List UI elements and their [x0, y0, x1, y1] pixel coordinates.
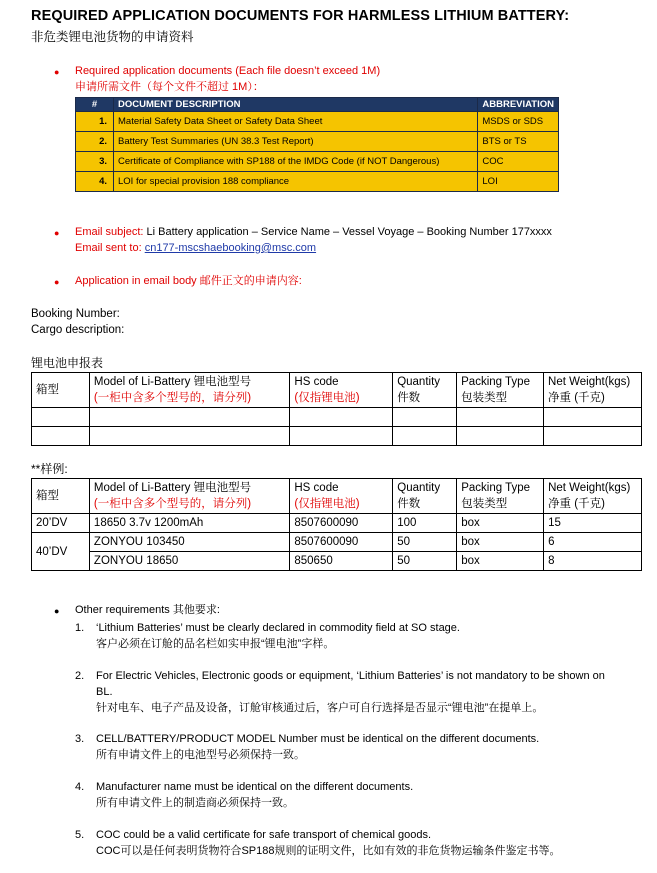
table-row [76, 132, 559, 152]
header-model: Model of Li-Battery 锂电池型号 (一柜中含多个型号的，请分列) [89, 373, 290, 408]
table-cell[interactable] [544, 427, 642, 446]
bullet-icon: ● [54, 228, 60, 238]
cell-model: 18650 3.7v 1200mAh [89, 514, 289, 533]
table-header-row [32, 479, 642, 514]
cell-model: ZONYOU 18650 [89, 552, 289, 571]
doc-description: Material Safety Data Sheet or Safety Data Sheet [114, 112, 478, 132]
requirement-item: For Electric Vehicles, Electronic goods or equipment, ‘Lithium Batteries’ is not mandatory to be shown on BL. 针对电车、电子产品及设备，订舱审核通过后，客户可自行选择是否显示“锂电池”在提单上。 [96, 670, 605, 714]
cell-net-weight: 15 [544, 514, 642, 533]
doc-abbreviation: COC [478, 152, 559, 172]
docs-heading-zh: 申请所需文件（每个文件不超过 1M）： [75, 81, 264, 93]
page-subtitle: 非危类锂电池货物的申请资料 [31, 30, 194, 44]
header-container: 箱型 [32, 479, 90, 514]
cell-quantity: 50 [393, 533, 457, 552]
cell-hs-code: 8507600090 [290, 514, 393, 533]
email-address-link[interactable]: cn177-mscshaebooking@msc.com [144, 242, 317, 254]
cell-packing-type: box [457, 533, 544, 552]
cell-model: ZONYOU 103450 [89, 533, 289, 552]
col-header-abbreviation: ABBREVIATION [478, 98, 559, 112]
header-hs-code: HS code (仅指锂电池) [290, 479, 393, 514]
declaration-table [31, 372, 642, 446]
doc-number: 3. [76, 152, 114, 172]
requirement-number: 3. [75, 733, 85, 745]
header-net-weight: Net Weight(kgs) 净重 (千克) [544, 373, 642, 408]
cell-container: 40’DV [32, 533, 90, 571]
bullet-icon: ● [54, 67, 60, 77]
doc-description: Certificate of Compliance with SP188 of the IMDG Code (if NOT Dangerous) [114, 152, 478, 172]
header-model: Model of Li-Battery 锂电池型号 (一柜中含多个型号的，请分列) [89, 479, 289, 514]
doc-number: 2. [76, 132, 114, 152]
cell-quantity: 50 [393, 552, 457, 571]
docs-heading-en: Required application documents (Each file doesn’t exceed 1M) [75, 65, 381, 77]
cell-hs-code: 850650 [290, 552, 393, 571]
requirement-number: 4. [75, 781, 85, 793]
col-header-number: # [76, 98, 114, 112]
table-cell[interactable] [393, 427, 457, 446]
table-header-row [76, 98, 559, 112]
table-row [76, 152, 559, 172]
booking-number-label: Booking Number: [31, 308, 120, 320]
email-sent-label: Email sent to: [75, 242, 142, 254]
doc-description: LOI for special provision 188 compliance [114, 172, 478, 192]
table-cell[interactable] [544, 408, 642, 427]
page-title: REQUIRED APPLICATION DOCUMENTS FOR HARMLESS LITHIUM BATTERY: [31, 8, 570, 24]
cell-quantity: 100 [393, 514, 457, 533]
requirements-label: Other requirements 其他要求: [75, 604, 220, 616]
table-cell[interactable] [89, 427, 290, 446]
email-sent-line [75, 240, 316, 256]
email-subject-line [75, 224, 552, 240]
cargo-description-label: Cargo description: [31, 324, 125, 336]
table-header-row [32, 373, 642, 408]
requirement-item: COC could be a valid certificate for safe transport of chemical goods. COC可以是任何表明货物符合SP188规则的证明文件，比如有效的非危货物运输条件鉴定书等。 [96, 829, 561, 857]
email-subject-value: Li Battery application – Service Name – Vessel Voyage – Booking Number 177xxxx [146, 226, 552, 238]
doc-abbreviation: MSDS or SDS [478, 112, 559, 132]
requirement-number: 1. [75, 622, 85, 634]
requirement-item: Manufacturer name must be identical on the different documents. 所有申请文件上的制造商必须保持一致。 [96, 781, 414, 809]
requirement-number: 5. [75, 829, 85, 841]
doc-number: 4. [76, 172, 114, 192]
table-row [76, 172, 559, 192]
declaration-table-title: 锂电池申报表 [31, 356, 104, 370]
table-cell[interactable] [290, 408, 393, 427]
header-quantity: Quantity 件数 [393, 479, 457, 514]
header-packing-type: Packing Type 包装类型 [457, 373, 544, 408]
email-subject-label: Email subject: [75, 226, 144, 238]
requirement-item: CELL/BATTERY/PRODUCT MODEL Number must be identical on the different documents. 所有申请文件上的电池型号必须保持一致。 [96, 733, 540, 761]
table-row [76, 112, 559, 132]
table-cell[interactable] [32, 408, 90, 427]
requirement-item: ‘Lithium Batteries’ must be clearly declared in commodity field at SO stage. 客户必须在订舱的品名栏如实申报“锂电池”字样。 [96, 622, 460, 650]
header-packing-type: Packing Type 包装类型 [457, 479, 544, 514]
header-container: 箱型 [32, 373, 90, 408]
cell-net-weight: 6 [544, 533, 642, 552]
table-cell[interactable] [457, 408, 544, 427]
sample-table-title: **样例: [31, 462, 68, 476]
table-cell[interactable] [457, 427, 544, 446]
doc-description: Battery Test Summaries (UN 38.3 Test Report) [114, 132, 478, 152]
doc-number: 1. [76, 112, 114, 132]
cell-packing-type: box [457, 514, 544, 533]
table-cell[interactable] [290, 427, 393, 446]
cell-hs-code: 8507600090 [290, 533, 393, 552]
table-row [32, 533, 642, 552]
requirement-number: 2. [75, 670, 85, 682]
doc-abbreviation: BTS or TS [478, 132, 559, 152]
bullet-icon: ● [54, 277, 60, 287]
sample-table [31, 478, 642, 571]
table-cell[interactable] [89, 408, 290, 427]
bullet-icon: ● [54, 606, 60, 616]
table-cell[interactable] [32, 427, 90, 446]
table-row [32, 514, 642, 533]
body-section-label: Application in email body 邮件正文的申请内容: [75, 275, 302, 287]
table-row [32, 408, 642, 427]
table-row [32, 552, 642, 571]
cell-net-weight: 8 [544, 552, 642, 571]
doc-abbreviation: LOI [478, 172, 559, 192]
cell-container: 20’DV [32, 514, 90, 533]
table-row [32, 427, 642, 446]
cell-packing-type: box [457, 552, 544, 571]
header-quantity: Quantity 件数 [393, 373, 457, 408]
col-header-description: DOCUMENT DESCRIPTION [114, 98, 478, 112]
table-cell[interactable] [393, 408, 457, 427]
required-documents-table [75, 97, 559, 192]
header-net-weight: Net Weight(kgs) 净重 (千克) [544, 479, 642, 514]
header-hs-code: HS code (仅指锂电池) [290, 373, 393, 408]
